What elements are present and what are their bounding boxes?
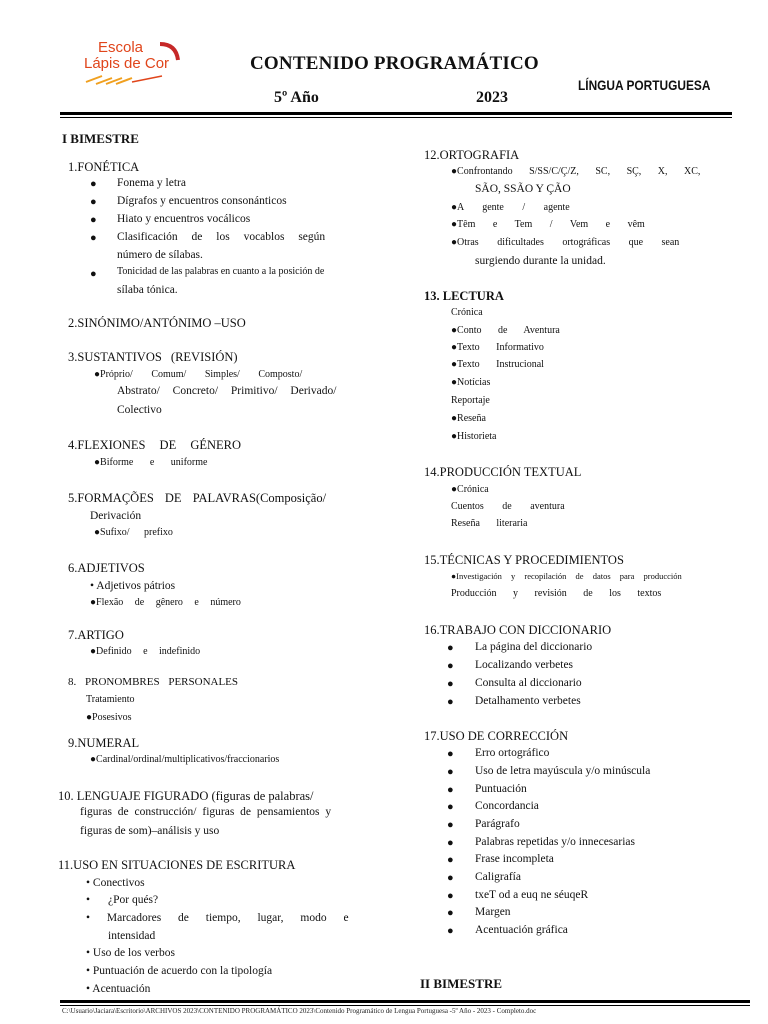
- bullet: ●: [90, 232, 97, 244]
- list-item: Dígrafos y encuentros consonánticos: [117, 195, 287, 207]
- list-item: ●Biforme e uniforme: [94, 457, 208, 468]
- list-item: Localizando verbetes: [475, 659, 574, 671]
- list-item: Reseña literaria: [451, 518, 528, 529]
- list-item: Erro ortográfico: [475, 747, 550, 759]
- list-item: • Puntuación de acuerdo con la tipología: [86, 965, 273, 977]
- section-title: 9.NUMERAL: [68, 736, 140, 750]
- list-item: ●Conto de Aventura: [451, 325, 560, 336]
- section-title: 5.FORMAÇÕES DE PALAVRAS(Composição/: [68, 491, 327, 505]
- bullet: ●: [447, 872, 454, 884]
- header-rule: [60, 112, 732, 115]
- list-item: ●Texto Instrucional: [451, 359, 544, 370]
- list-item: Reportaje: [451, 395, 490, 406]
- list-item: Clasificación de los vocablos según: [117, 231, 326, 243]
- list-item: Tonicidad de las palabras en cuanto a la posición de: [117, 266, 325, 277]
- list-item: ●Otras dificultades ortográficas que sean: [451, 237, 680, 248]
- list-item: Parágrafo: [475, 818, 520, 830]
- bullet: ●: [447, 854, 454, 866]
- list-item: Puntuación: [475, 783, 527, 795]
- footer-rule: [60, 1000, 750, 1003]
- bullet: ●: [447, 837, 454, 849]
- file-path-footer: C:\Usuario\Jaciara\Escritorio\ARCHIVOS 2023\CONTENIDO PROGRAMÁTICO 2023\Contenido Programático de Lengua Portuguesa -5º Año - 2023 - Completo.doc: [62, 1007, 537, 1015]
- bullet: ●: [447, 890, 454, 902]
- list-item: Concordancia: [475, 800, 539, 812]
- bullet: ●: [447, 784, 454, 796]
- bullet: ●: [447, 660, 454, 672]
- pencil-icon: [72, 36, 192, 96]
- list-item: Detalhamento verbetes: [475, 695, 581, 707]
- list-item: ¿Por qués?: [108, 894, 159, 906]
- logo-text-line2: Lápis de Cor: [84, 55, 170, 72]
- logo-text-line1: Escola: [98, 39, 144, 56]
- bullet: ●: [90, 214, 97, 226]
- list-item: figuras de construcción/ figuras de pensamientos y: [80, 806, 332, 818]
- bullet: ●: [447, 748, 454, 760]
- list-item: ●Crónica: [451, 484, 489, 495]
- section-title: 12.ORTOGRAFIA: [424, 148, 520, 162]
- list-item: ●Próprio/ Comum/ Simples/ Composto/: [94, 369, 303, 380]
- bullet: ●: [90, 178, 97, 190]
- bullet: ●: [90, 268, 97, 280]
- list-item: intensidad: [108, 930, 156, 942]
- list-item: ●Cardinal/ordinal/multiplicativos/fraccionarios: [90, 754, 280, 765]
- list-item: número de sílabas.: [117, 249, 203, 261]
- school-logo: [72, 36, 192, 96]
- section-title: 14.PRODUCCIÓN TEXTUAL: [424, 465, 582, 479]
- bullet: ●: [447, 801, 454, 813]
- list-item: Abstrato/ Concreto/ Primitivo/ Derivado/: [117, 385, 337, 397]
- list-item: Producción y revisión de los textos: [451, 588, 662, 599]
- list-item: ●Texto Informativo: [451, 342, 544, 353]
- bullet: ●: [447, 819, 454, 831]
- bullet: ●: [447, 678, 454, 690]
- list-item: La página del diccionario: [475, 641, 593, 653]
- list-item: • Adjetivos pátrios: [90, 580, 176, 592]
- list-item: ●Reseña: [451, 413, 486, 424]
- section-title: 7.ARTIGO: [68, 628, 124, 642]
- list-item: Tratamiento: [86, 694, 135, 705]
- list-item: • Acentuación: [86, 983, 151, 995]
- list-item: ●A gente / agente: [451, 202, 570, 213]
- bullet: ●: [90, 196, 97, 208]
- list-item: Hiato y encuentros vocálicos: [117, 213, 251, 225]
- bullet: ●: [447, 696, 454, 708]
- section-title: 16.TRABAJO CON DICCIONARIO: [424, 623, 612, 637]
- list-item: txeT od a euq ne séuqeR: [475, 889, 589, 901]
- list-item: surgiendo durante la unidad.: [475, 255, 606, 267]
- bullet: ●: [447, 766, 454, 778]
- section-title: 1.FONÉTICA: [68, 160, 140, 174]
- list-item: ●Sufixo/ prefixo: [94, 527, 173, 538]
- list-item: Consulta al diccionario: [475, 677, 582, 689]
- list-item: Acentuación gráfica: [475, 924, 568, 936]
- list-item: ●Historieta: [451, 431, 497, 442]
- section-title: 2.SINÓNIMO/ANTÓNIMO –USO: [68, 316, 246, 330]
- grade-label: 5º Año: [274, 89, 319, 106]
- list-item: figuras de som)–análisis y uso: [80, 825, 220, 837]
- list-item: Margen: [475, 906, 511, 918]
- section-title: 3.SUSTANTIVOS (REVISIÓN): [68, 350, 238, 364]
- list-item: Crónica: [451, 307, 483, 318]
- list-item: ●Têm e Tem / Vem e vêm: [451, 219, 645, 230]
- list-item: Uso de letra mayúscula y/o minúscula: [475, 765, 651, 777]
- section-title: 13. LECTURA: [424, 289, 504, 303]
- list-item: sílaba tónica.: [117, 284, 178, 296]
- subject-label: LÍNGUA PORTUGUESA: [578, 77, 711, 93]
- section-title: 17.USO DE CORRECCIÓN: [424, 729, 569, 743]
- section-title: 15.TÉCNICAS Y PROCEDIMIENTOS: [424, 553, 624, 567]
- list-item: ●Posesivos: [86, 712, 132, 723]
- list-item: ●Flexão de gênero e número: [90, 597, 241, 608]
- bimestre-heading: I BIMESTRE: [62, 131, 139, 146]
- list-item: Colectivo: [117, 404, 162, 416]
- list-item: ●Definido e indefinido: [90, 646, 201, 657]
- list-item: •: [86, 894, 91, 906]
- section-title: 4.FLEXIONES DE GÉNERO: [68, 438, 242, 452]
- list-item: Palabras repetidas y/o innecesarias: [475, 836, 635, 848]
- bullet: ●: [447, 925, 454, 937]
- header-rule-thin: [60, 117, 732, 118]
- list-item: • Marcadores de tiempo, lugar, modo e: [86, 912, 349, 924]
- section-title: 8. PRONOMBRES PERSONALES: [68, 676, 239, 688]
- section-title: 10. LENGUAJE FIGURADO (figuras de palabras/: [58, 789, 314, 803]
- bullet: ●: [447, 642, 454, 654]
- list-item: Frase incompleta: [475, 853, 554, 865]
- list-item: ●Notícias: [451, 377, 491, 388]
- list-item: ●Investigación y recopilación de datos para producción: [451, 571, 682, 581]
- section-title: 6.ADJETIVOS: [68, 561, 145, 575]
- bimestre-heading: II BIMESTRE: [420, 976, 502, 991]
- list-item: • Uso de los verbos: [86, 947, 175, 959]
- list-item: Caligrafía: [475, 871, 521, 883]
- list-item: Fonema y letra: [117, 177, 186, 189]
- list-item: SÃO, SSÃO Y ÇÃO: [475, 183, 571, 195]
- year-label: 2023: [476, 89, 508, 106]
- document-title: CONTENIDO PROGRAMÁTICO: [250, 53, 539, 74]
- section-title: 11.USO EN SITUACIONES DE ESCRITURA: [58, 858, 296, 872]
- list-item: • Conectivos: [86, 877, 145, 889]
- list-item: Cuentos de aventura: [451, 501, 565, 512]
- bullet: ●: [447, 907, 454, 919]
- list-item: ●Confrontando S/SS/C/Ç/Z, SC, SÇ, X, XC,: [451, 166, 701, 177]
- footer-rule-thin: [60, 1005, 750, 1006]
- list-item: Derivación: [90, 510, 142, 522]
